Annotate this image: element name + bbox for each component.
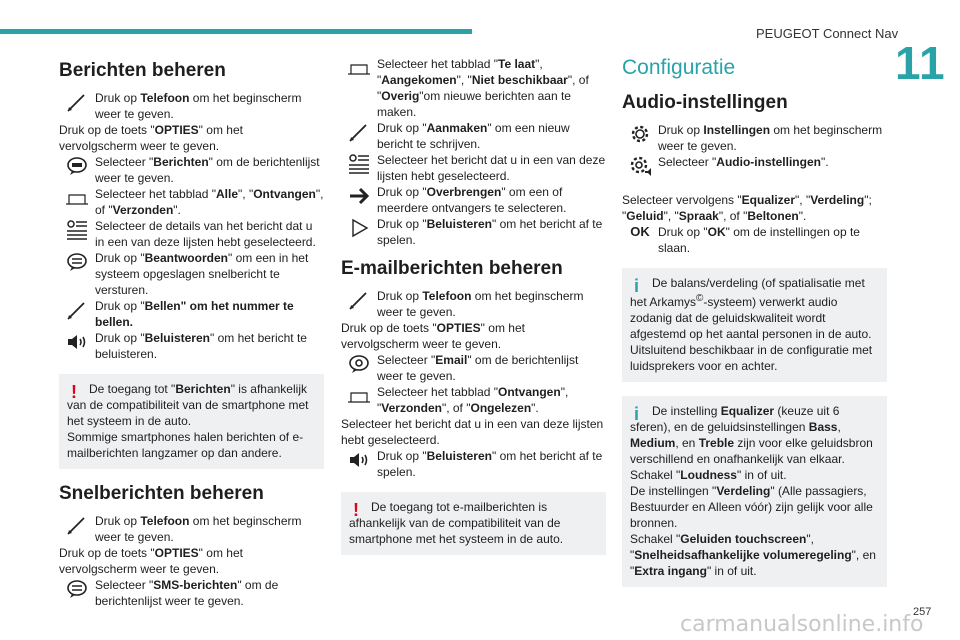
warning-icon: ! bbox=[71, 382, 77, 402]
speaker-icon bbox=[341, 448, 377, 480]
warning-text: De toegang tot e-mailberichten is afhankelijk van de compatibiliteit van de smartphone met het systeem in de auto. bbox=[349, 500, 564, 546]
pencil-icon bbox=[341, 288, 377, 320]
step-text: Selecteer het tabblad "Te laat", "Aangekomen", "Niet beschikbaar", of "Overig"om nieuwe berichten aan te maken. bbox=[377, 57, 589, 119]
step-text: Druk op "OK" om de instellingen op te slaan. bbox=[658, 225, 860, 255]
tab-icon bbox=[341, 384, 377, 416]
list-person-icon bbox=[341, 152, 377, 184]
tab-icon bbox=[59, 186, 95, 218]
step bbox=[341, 56, 606, 120]
step bbox=[341, 152, 606, 184]
pencil-icon bbox=[59, 298, 95, 330]
tab-icon bbox=[341, 56, 377, 88]
step-text: Druk op Telefoon om het beginscherm weer te geven. bbox=[377, 289, 584, 319]
chapter-number: 11 bbox=[895, 37, 946, 89]
header-title: PEUGEOT Connect Nav bbox=[756, 26, 899, 41]
info-icon: i bbox=[634, 276, 640, 296]
step bbox=[622, 224, 887, 256]
step bbox=[59, 250, 324, 298]
paragraph: Druk op de toets "OPTIES" om het vervolgscherm weer te geven. bbox=[341, 321, 525, 351]
info-text: De instelling Equalizer (keuze uit 6 sferen), en de geluidsinstellingen Bass, Medium, en Treble zijn voor elke geluidsbron verschillend en onafhankelijk van elkaar. Schakel "Loudness" in of uit. De instellingen "Verdeling" (Alle passagiers, Bestuurder en Alleen vóór) zijn gelijk voor alle bronnen. Schakel "Geluiden touchscreen", "Snelheidsafhankelijke volumeregeling", en "Extra ingang" in of uit. bbox=[630, 404, 876, 578]
paragraph: Druk op de toets "OPTIES" om het vervolgscherm weer te geven. bbox=[59, 123, 243, 153]
step-text: Druk op "Beluisteren" om het bericht af te spelen. bbox=[377, 449, 603, 479]
step bbox=[59, 186, 324, 218]
info-box bbox=[622, 268, 887, 382]
step bbox=[341, 288, 606, 320]
step bbox=[341, 448, 606, 480]
step-text: Druk op "Beantwoorden" om een in het systeem opgeslagen snelbericht te versturen. bbox=[95, 251, 309, 297]
step-text: Druk op Telefoon om het beginscherm weer te geven. bbox=[95, 91, 302, 121]
watermark: carmanualsonline.info bbox=[680, 612, 924, 637]
message-bubble-icon bbox=[59, 154, 95, 186]
step-text: Druk op "Aanmaken" om een nieuw bericht te schrijven. bbox=[377, 121, 570, 151]
list-person-icon bbox=[59, 218, 95, 250]
step bbox=[622, 154, 887, 186]
step bbox=[59, 298, 324, 330]
step-text: Druk op Instellingen om het beginscherm weer te geven. bbox=[658, 123, 883, 153]
ok-icon: OK bbox=[630, 224, 650, 239]
pencil-icon bbox=[59, 513, 95, 545]
step-text: Druk op "Beluisteren" om het bericht af te spelen. bbox=[377, 217, 603, 247]
column-2 bbox=[341, 56, 606, 569]
step-text: Selecteer de details van het bericht dat u in een van deze lijsten hebt geselecteerd. bbox=[95, 219, 316, 249]
step-text: Druk op "Overbrengen" om een of meerdere ontvangers te selecteren. bbox=[377, 185, 567, 215]
info-icon: i bbox=[634, 404, 640, 424]
step-text: Selecteer het tabblad "Alle", "Ontvangen", of "Verzonden". bbox=[95, 187, 324, 217]
step bbox=[341, 120, 606, 152]
email-icon bbox=[341, 352, 377, 384]
warning-icon: ! bbox=[353, 500, 359, 520]
step-text: Selecteer "Audio-instellingen". bbox=[658, 155, 829, 169]
info-box bbox=[622, 396, 887, 587]
section-title-email: E-mailberichten beheren bbox=[341, 258, 563, 279]
step-text: Druk op "Bellen" om het nummer te bellen. bbox=[95, 299, 294, 329]
step-text: Selecteer "SMS-berichten" om de berichtenlijst weer te geven. bbox=[95, 578, 279, 608]
column-1 bbox=[59, 56, 324, 609]
section-title-berichten: Berichten beheren bbox=[59, 60, 226, 81]
column-3 bbox=[622, 56, 887, 601]
step bbox=[59, 154, 324, 186]
play-icon bbox=[341, 216, 377, 248]
step-text: Selecteer het bericht dat u in een van deze lijsten hebt geselecteerd. bbox=[377, 153, 606, 183]
reply-message-icon bbox=[59, 250, 95, 282]
step bbox=[59, 218, 324, 250]
step-text: Selecteer "Email" om de berichtenlijst weer te geven. bbox=[377, 353, 579, 383]
step-text: Druk op "Beluisteren" om het bericht te beluisteren. bbox=[95, 331, 307, 361]
header-bar bbox=[0, 29, 472, 34]
info-text: De balans/verdeling (of spatialisatie met het Arkamys©-systeem) verwerkt audio zodanig dat de geluidskwaliteit wordt afgestemd op het aantal personen in de auto. Uitsluitend beschikbaar in de configuratie met luidsprekers voor en achter. bbox=[630, 276, 873, 373]
speaker-icon bbox=[59, 330, 95, 362]
forward-arrow-icon bbox=[341, 184, 377, 216]
page-number: 257 bbox=[913, 606, 932, 618]
paragraph: Selecteer vervolgens "Equalizer", "Verdeling"; "Geluid", "Spraak", of "Beltonen". bbox=[622, 193, 872, 223]
step bbox=[622, 122, 887, 154]
warning-text: De toegang tot "Berichten" is afhankelijk van de compatibiliteit van de smartphone met het systeem in de auto. Sommige smartphones halen berichten of e-mailberichten langzamer op dan andere. bbox=[67, 382, 309, 460]
sms-message-icon bbox=[59, 577, 95, 609]
step bbox=[341, 216, 606, 248]
pencil-icon bbox=[341, 120, 377, 152]
step bbox=[59, 330, 324, 362]
warning-box bbox=[59, 374, 324, 469]
section-title-snelberichten: Snelberichten beheren bbox=[59, 483, 264, 504]
step bbox=[59, 90, 324, 122]
warning-box bbox=[341, 492, 606, 555]
step bbox=[341, 184, 606, 216]
chapter-title: Configuratie bbox=[622, 56, 736, 79]
step bbox=[341, 384, 606, 416]
paragraph: Selecteer het bericht dat u in een van deze lijsten hebt geselecteerd. bbox=[341, 417, 604, 447]
audio-settings-icon bbox=[622, 154, 658, 186]
step-text: Selecteer het tabblad "Ontvangen", "Verzonden", of "Ongelezen". bbox=[377, 385, 569, 415]
pencil-icon bbox=[59, 90, 95, 122]
step bbox=[59, 577, 324, 609]
step-text: Druk op Telefoon om het beginscherm weer te geven. bbox=[95, 514, 302, 544]
step bbox=[59, 513, 324, 545]
paragraph: Druk op de toets "OPTIES" om het vervolgscherm weer te geven. bbox=[59, 546, 243, 576]
gear-icon bbox=[622, 122, 658, 154]
step bbox=[341, 352, 606, 384]
section-title-audio: Audio-instellingen bbox=[622, 92, 788, 113]
step-text: Selecteer "Berichten" om de berichtenlijst weer te geven. bbox=[95, 155, 320, 185]
